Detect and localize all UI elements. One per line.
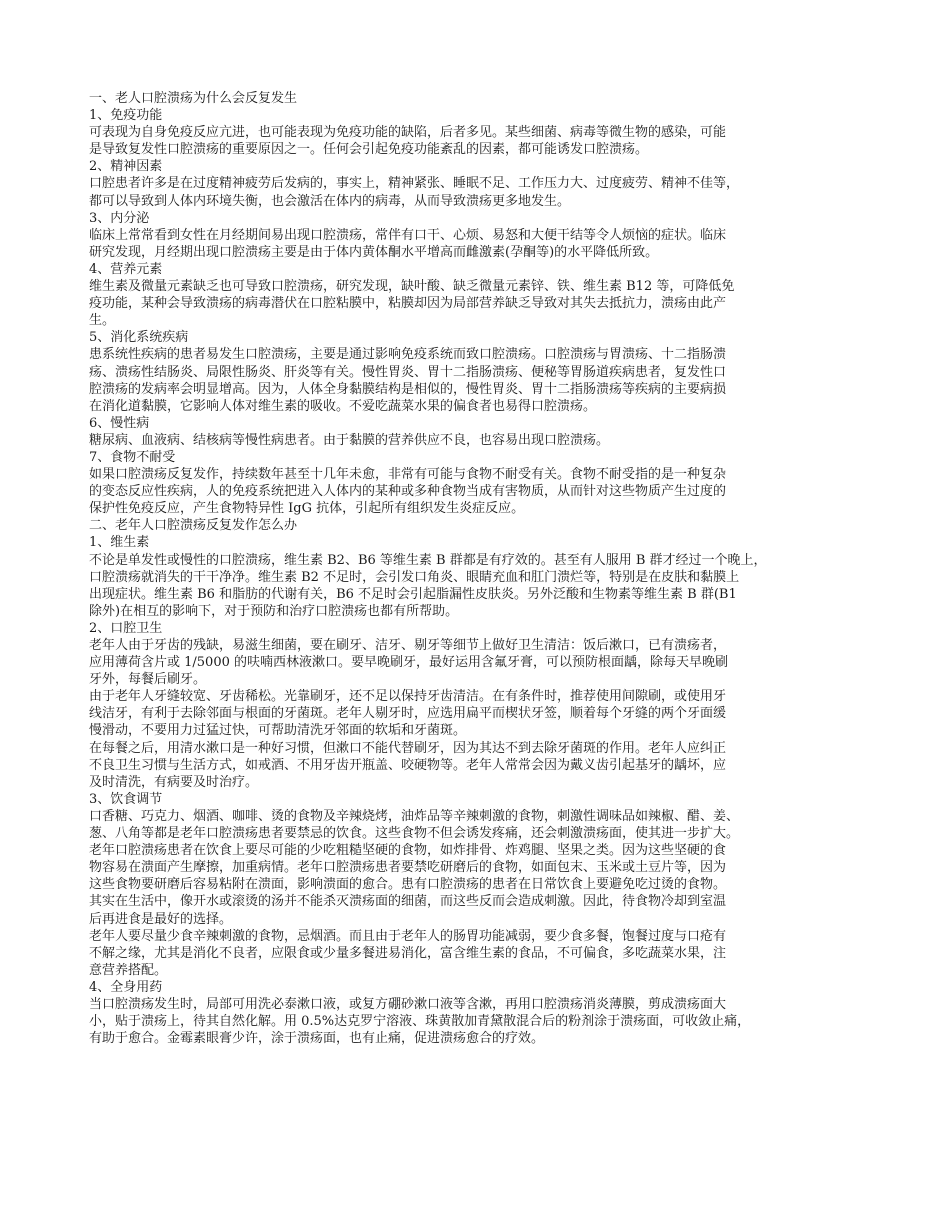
text-line: 4、营养元素 [89,261,163,277]
text-line: 临床上常常看到女性在月经期间易出现口腔溃疡，常伴有口干、心烦、易怒和大便干结等令人烦恼的症状。临床 [89,227,727,243]
text-line: 疡、溃疡性结肠炎、局限性肠炎、肝炎等有关。慢性胃炎、胃十二指肠溃疡、便秘等胃肠道疾病患者，复发性口 [89,364,727,380]
text-line: 3、内分泌 [89,210,150,226]
text-line: 一、老人口腔溃疡为什么会反复发生 [89,91,298,106]
text-line: 这些食物要研磨后容易粘附在溃面，影响溃面的愈合。患有口腔溃疡的患者在日常饮食上要避免吃过烫的食物。 [89,877,727,893]
text-line: 口香糖、巧克力、烟酒、咖啡、烫的食物及辛辣烧烤，油炸品等辛辣刺激的食物，刺激性调味品如辣椒、醋、姜、 [89,808,740,824]
text-line: 老年人由于牙齿的残缺，易滋生细菌，要在刷牙、洁牙、剔牙等细节上做好卫生清洁：饭后漱口，已有溃疡者， [89,638,727,653]
text-line: 在消化道黏膜，它影响人体对维生素的吸收。不爱吃蔬菜水果的偏食者也易得口腔溃疡。 [89,398,597,414]
text-line: 老年人要尽量少食辛辣刺激的食物，忌烟酒。而且由于老年人的肠胃功能减弱，要少食多餐，饱餐过度与口疮有 [89,928,727,944]
text-line: 1、免疫功能 [89,108,163,124]
text-line: 慢滑动，不要用力过猛过快，可帮助清洗牙邻面的软垢和牙菌斑。 [89,723,467,739]
text-line: 老年口腔溃疡患者在饮食上要尽可能的少吃粗糙坚硬的食物，如炸排骨、炸鸡腿、坚果之类。因为这些坚硬的食 [89,843,727,859]
text-line: 研究发现，月经期出现口腔溃疡主要是由于体内黄体酮水平增高而雌激素(孕酮等)的水平降低所致。 [89,244,659,260]
text-line: 7、食物不耐受 [89,449,176,465]
text-line: 不良卫生习惯与生活方式，如戒酒、不用牙齿开瓶盖、咬硬物等。老年人常常会因为戴义齿引起基牙的龋坏，应 [89,757,727,773]
text-line: 维生素及微量元素缺乏也可导致口腔溃疡，研究发现，缺叶酸、缺乏微量元素锌、铁、维生素 B12 等，可降低免 [89,279,735,295]
text-line: 二、老年人口腔溃疡反复发作怎么办 [89,518,298,534]
text-line: 牙外，每餐后刷牙。 [89,672,207,688]
text-line: 口腔溃疡就消失的干干净净。维生素 B2 不足时，会引发口角炎、眼睛充血和肛门溃烂等，特别是在皮肤和黏膜上 [89,569,740,585]
text-line: 不论是单发性或慢性的口腔溃疡，维生素 B2、B6 等维生素 B 群都是有疗效的。甚至有人服用 B 群才经过一个晚上， [89,552,767,568]
text-line: 都可以导致到人体内环境失衡，也会激活在体内的病毒，从而导致溃疡更多地发生。 [89,193,571,209]
text-line: 意营养搭配。 [89,962,168,978]
text-line: 如果口腔溃疡反复发作，持续数年甚至十几年未愈，非常有可能与食物不耐受有关。食物不耐受指的是一种复杂 [89,467,727,483]
text-line: 口腔患者许多是在过度精神疲劳后发病的，事实上，精神紧张、睡眠不足、工作压力大、过度疲劳、精神不佳等， [89,176,740,192]
text-line: 物容易在溃面产生摩擦，加重病情。老年口腔溃疡患者要禁吃研磨后的食物，如面包末、玉米或土豆片等，因为 [89,860,727,876]
text-line: 生。 [89,313,116,329]
text-line: 6、慢性病 [89,415,150,431]
text-line: 患系统性疾病的患者易发生口腔溃疡，主要是通过影响免疫系统而致口腔溃疡。口腔溃疡与胃溃疡、十二指肠溃 [89,347,727,363]
text-line: 当口腔溃疡发生时，局部可用洗必泰漱口液，或复方硼砂漱口液等含漱，再用口腔溃疡消炎薄膜，剪成溃疡面大 [89,996,727,1012]
text-line: 腔溃疡的发病率会明显增高。因为，人体全身黏膜结构是相似的，慢性胃炎、胃十二指肠溃疡等疾病的主要病损 [89,381,727,397]
text-line: 可表现为自身免疫反应亢进，也可能表现为免疫功能的缺陷，后者多见。某些细菌、病毒等微生物的感染，可能 [89,125,727,141]
text-line: 不解之缘，尤其是消化不良者，应限食或少量多餐进易消化，富含维生素的食品，不可偏食，多吃蔬菜水果，注 [89,945,727,961]
text-line: 是导致复发性口腔溃疡的重要原因之一。任何会引起免疫功能紊乱的因素，都可能诱发口腔溃疡。 [89,142,649,158]
text-line: 其实在生活中，像开水或滚烫的汤并不能杀灭溃疡面的细菌，而这些反而会造成刺激。因此，待食物冷却到室温 [89,894,727,910]
text-line: 5、消化系统疾病 [89,330,189,346]
text-line: 除外)在相互的影响下，对于预防和治疗口腔溃疡也都有所帮助。 [89,603,459,619]
text-line: 在每餐之后，用清水漱口是一种好习惯，但漱口不能代替刷牙，因为其达不到去除牙菌斑的作用。老年人应纠正 [89,740,727,756]
text-line: 的变态反应性疾病，人的免疫系统把进入人体内的某种或多种食物当成有害物质，从而针对这些物质产生过度的 [89,484,727,500]
text-line: 4、全身用药 [89,979,163,995]
text-line: 小，贴于溃疡上，待其自然化解。用 0.5%达克罗宁溶液、珠黄散加青黛散混合后的粉剂涂于溃疡面，可收敛止痛， [89,1014,751,1030]
text-line: 葱、八角等都是老年口腔溃疡患者要禁忌的饮食。这些食物不但会诱发疼痛，还会刺激溃疡面，使其进一步扩大。 [89,826,740,842]
text-line: 1、维生素 [89,535,150,551]
text-line: 应用薄荷含片或 1/5000 的呋喃西林液漱口。要早晚刷牙，最好运用含氟牙膏，可以预防根面龋，除每天早晚刷 [89,655,729,671]
text-line: 3、饮食调节 [89,791,163,807]
text-line: 2、口腔卫生 [89,620,163,636]
text-line: 后再进食是最好的选择。 [89,911,233,927]
text-line: 及时清洗，有病要及时治疗。 [89,774,259,790]
text-line: 由于老年人牙缝较宽、牙齿稀松。光靠刷牙，还不足以保持牙齿清洁。在有条件时，推荐使用间隙刷，或使用牙 [89,689,727,705]
text-line: 2、精神因素 [89,159,163,175]
text-line: 糖尿病、血液病、结核病等慢性病患者。由于黏膜的营养供应不良，也容易出现口腔溃疡。 [89,432,610,448]
text-line: 出现症状。维生素 B6 和脂肪的代谢有关，B6 不足时会引起脂漏性皮肤炎。另外泛酸和生物素等维生素 B 群(B1 [89,586,737,602]
text-line: 保护性免疫反应，产生食物特异性 IgG 抗体，引起所有组织发生炎症反应。 [89,501,525,517]
text-line: 有助于愈合。金霉素眼膏少许，涂于溃疡面，也有止痛，促进溃疡愈合的疗效。 [89,1031,545,1047]
text-line: 线洁牙，有利于去除邻面与根面的牙菌斑。老年人剔牙时，应选用扁平而楔状牙签，顺着每个牙缝的两个牙面缓 [89,706,727,722]
text-line: 疫功能，某种会导致溃疡的病毒潜伏在口腔粘膜中，粘膜却因为局部营养缺乏导致对其失去抵抗力，溃疡由此产 [89,296,727,312]
